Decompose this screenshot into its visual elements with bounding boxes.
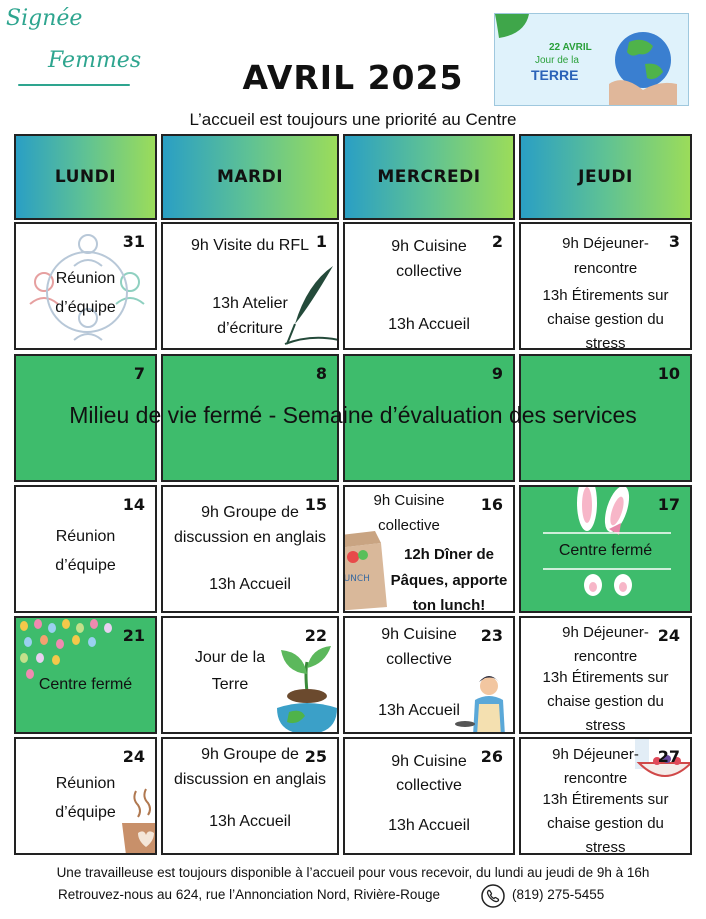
day-number: 10 [657,364,680,383]
event-line: Centre fermé [38,676,133,693]
calendar-day-16 [339,485,515,613]
closed-week-banner: Milieu de vie fermé - Semaine d’évaluation des services [69,402,637,428]
event-line: 13h Accueil [209,813,291,830]
event-line: discussion en anglais [173,771,327,788]
event-line: chaise gestion du [547,815,664,832]
day-number: 17 [657,495,680,514]
earth-day-terre: TERRE [531,67,579,83]
day-number: 26 [480,747,503,766]
calendar-day-14 [14,485,157,613]
logo-line-2: Femmes [48,48,142,73]
event-line: d’équipe [55,804,116,821]
event-line: 13h Étirements sur [542,669,669,686]
day-number: 24 [657,626,680,645]
event-line: 9h Cuisine [391,238,467,255]
event-line: 9h Visite du RFL [191,237,309,254]
calendar-day-26 [343,737,515,855]
day-number: 15 [304,495,327,514]
day-number: 9 [491,364,503,383]
earth-day-date: 22 AVRIL [549,42,592,53]
event-line: 9h Cuisine [391,753,467,770]
day-number: 2 [491,232,503,251]
day-number: 31 [122,232,145,251]
phone-icon [481,884,505,908]
day-number: 27 [657,747,680,766]
event-line: 13h Étirements sur [542,287,669,304]
calendar-day-21 [14,616,157,734]
event-line: stress [585,717,626,734]
footer-phone[interactable]: (819) 275-5455 [512,887,605,902]
calendar-day-31 [14,222,157,350]
event-line: chaise gestion du [547,311,664,328]
day-number: 14 [122,495,145,514]
day-number: 21 [122,626,145,645]
day-number: 24 [122,747,145,766]
event-line: Jour de la [194,649,266,666]
event-line: rencontre [573,648,638,665]
footer-availability: Une travailleuse est toujours disponible à l’accueil pour vous recevoir, du lundi au jeudi de 9h à 16h [56,865,650,880]
calendar-day-3 [519,222,692,350]
calendar-day-25 [161,737,339,855]
event-line: Réunion [55,528,116,545]
event-line: ton lunch! [412,597,486,613]
event-line: 13h Accueil [378,702,460,719]
event-line: d’équipe [55,299,116,316]
event-line: collective [386,651,452,668]
event-line: collective [378,517,440,534]
calendar-day-23 [343,616,515,734]
lunch-label: LUNCH [339,574,370,584]
event-line: d’écriture [217,320,283,337]
calendar-day-27 [519,737,692,855]
day-header-mercredi: MERCREDI [343,134,515,220]
event-line: stress [585,839,626,855]
event-line: 9h Groupe de [201,746,299,763]
event-line: chaise gestion du [547,693,664,710]
calendar-day-2 [343,222,515,350]
calendar-day-1 [161,222,339,350]
event-line: d’équipe [55,557,116,574]
event-line: 9h Cuisine [373,492,445,509]
footer-address: Retrouvez-nous au 624, rue l’Annonciation Nord, Rivière-Rouge [58,887,440,902]
day-header-lundi: LUNDI [14,134,157,220]
event-line: Réunion [55,775,116,792]
calendar-day-24-monday [14,737,157,855]
event-line: 13h Accueil [388,817,470,834]
event-line: 12h Dîner de [403,546,495,563]
day-number: 25 [304,747,327,766]
event-line: 13h Accueil [388,316,470,333]
globe-in-hands-icon [599,24,681,106]
leaf-icon [495,14,529,40]
calendar-day-22 [161,616,339,734]
event-line: 13h Étirements sur [542,791,669,808]
logo-line-1: Signée [6,6,83,31]
event-line: stress [585,335,626,350]
page-title: AVRIL 2025 [242,58,464,97]
event-line: Terre [211,676,249,693]
event-line: 9h Groupe de [201,504,299,521]
event-line: 9h Déjeuner- [562,624,649,641]
event-line: discussion en anglais [173,529,327,546]
event-line: collective [396,777,462,794]
event-line: collective [396,263,462,280]
event-line: 9h Déjeuner- [562,235,649,252]
day-number: 3 [668,232,680,251]
page-subtitle: L’accueil est toujours une priorité au Centre [189,110,517,129]
event-line: Centre fermé [558,542,653,559]
calendar-day-15 [161,485,339,613]
event-line: 9h Déjeuner- [552,746,639,763]
day-header-jeudi: JEUDI [519,134,692,220]
earth-day-banner [494,13,689,106]
event-line: Réunion [55,270,116,287]
day-number: 7 [133,364,145,383]
day-number: 22 [304,626,327,645]
event-line: rencontre [573,260,638,277]
day-number: 23 [480,626,503,645]
day-number: 16 [480,495,503,514]
event-line: 13h Accueil [209,576,291,593]
calendar-day-17 [519,485,692,613]
day-number: 8 [315,364,327,383]
event-line: rencontre [563,770,628,787]
event-line: Pâques, apporte [390,572,508,589]
event-line: 9h Cuisine [381,626,457,643]
day-number: 1 [315,232,327,251]
day-header-mardi: MARDI [161,134,339,220]
event-line: 13h Atelier [212,295,288,312]
earth-day-jour: Jour de la [535,55,579,66]
calendar-day-24 [519,616,692,734]
